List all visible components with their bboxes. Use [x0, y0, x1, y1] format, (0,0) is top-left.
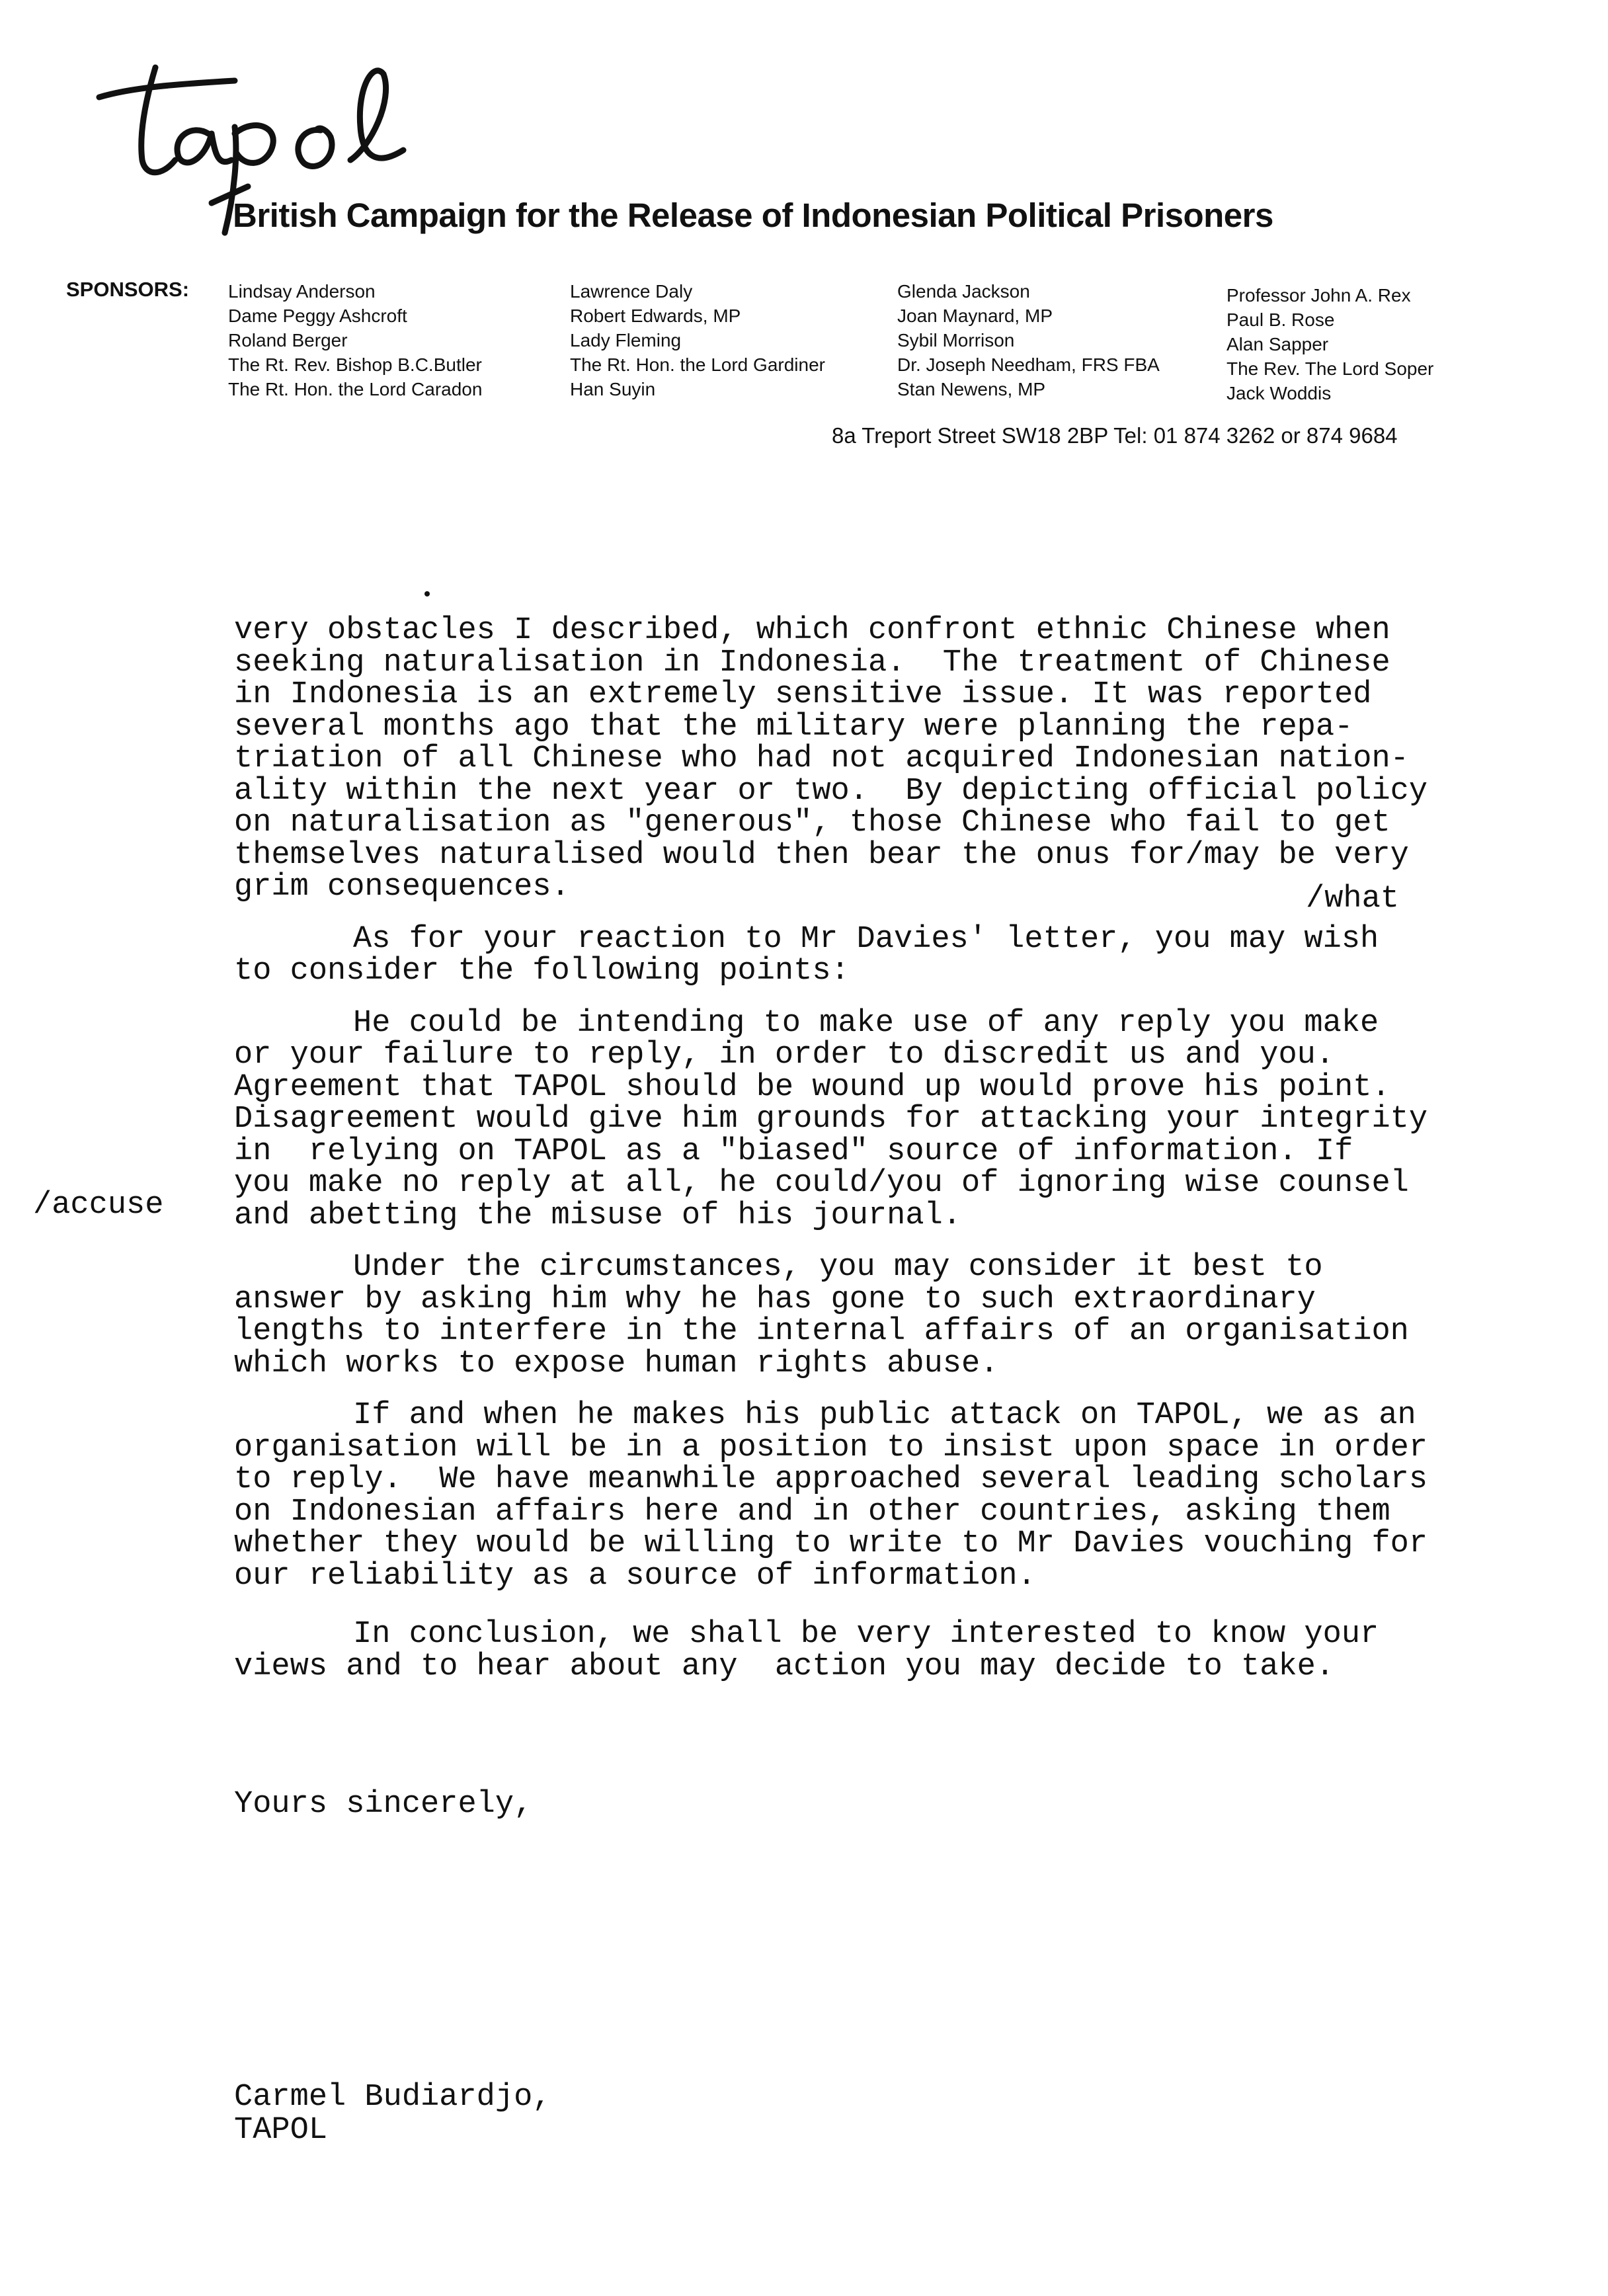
text-line: very obstacles I described, which confront ethnic Chinese when — [234, 613, 1390, 648]
text-line: whether they would be willing to write to Mr Davies vouching for — [234, 1526, 1428, 1561]
paragraph — [234, 1252, 1556, 1380]
sponsor-name: Joan Maynard, MP — [897, 306, 1053, 326]
text-line: our reliability as a source of information. — [234, 1558, 1036, 1594]
sponsor-name: Dame Peggy Ashcroft — [228, 306, 407, 326]
text-line: in Indonesia is an extremely sensitive issue. It was reported — [234, 677, 1372, 712]
text-line: to consider the following points: — [234, 954, 850, 989]
closing: Yours sincerely, — [234, 1787, 533, 1822]
text-line: organisation will be in a position to insist upon space in order — [234, 1430, 1428, 1465]
sponsor-name: Roland Berger — [228, 330, 348, 350]
sponsors-label: SPONSORS: — [66, 278, 190, 301]
text-line: If and when he makes his public attack on TAPOL, we as an — [353, 1398, 1416, 1433]
paragraph — [234, 1619, 1556, 1683]
sponsor-name: Stan Newens, MP — [897, 379, 1046, 399]
text-line: Disagreement would give him grounds for attacking your integrity — [234, 1102, 1428, 1137]
sponsor-name: Glenda Jackson — [897, 281, 1030, 302]
text-line: In conclusion, we shall be very interested to know your — [353, 1617, 1379, 1652]
text-line: you make no reply at all, he could/you of ignoring wise counsel — [234, 1166, 1409, 1201]
sponsor-name: Alan Sapper — [1226, 334, 1329, 354]
text-line: answer by asking him why he has gone to such extraordinary — [234, 1282, 1316, 1317]
handwritten-insert: /what — [1306, 882, 1400, 917]
signatory-org: TAPOL — [234, 2113, 328, 2148]
text-line: ality within the next year or two. By depicting official policy — [234, 773, 1428, 809]
sponsor-name: Paul B. Rose — [1226, 309, 1335, 330]
address-line: 8a Treport Street SW18 2BP Tel: 01 874 3262 or 874 9684 — [832, 423, 1398, 448]
sponsor-name: Robert Edwards, MP — [570, 306, 741, 326]
sponsor-name: Lady Fleming — [570, 330, 682, 350]
paragraph — [234, 1400, 1556, 1592]
letter-body — [234, 615, 1556, 1703]
text-line: views and to hear about any action you may decide to take. — [234, 1649, 1335, 1684]
ink-dot — [424, 591, 430, 596]
paragraph — [234, 921, 1556, 989]
text-line: lengths to interfere in the internal affairs of an organisation — [234, 1314, 1409, 1349]
text-line: and abetting the misuse of his journal. — [234, 1198, 961, 1233]
sponsor-name: Jack Woddis — [1226, 383, 1332, 403]
sponsor-name: The Rt. Hon. the Lord Gardiner — [570, 354, 825, 375]
text-line: He could be intending to make use of any reply you make — [353, 1005, 1379, 1041]
text-line: on Indonesian affairs here and in other countries, asking them — [234, 1494, 1390, 1530]
text-line: As for your reaction to Mr Davies' letter, you may wish — [353, 921, 1379, 957]
sponsor-name: Sybil Morrison — [897, 330, 1015, 350]
sponsor-name: Professor John A. Rex — [1226, 285, 1411, 306]
organization-name: British Campaign for the Release of Indonesian Political Prisoners — [233, 196, 1273, 234]
text-line: which works to expose human rights abuse. — [234, 1346, 999, 1381]
sponsor-column-3 — [897, 279, 1160, 401]
paragraph — [234, 615, 1556, 904]
text-line: seeking naturalisation in Indonesia. The treatment of Chinese — [234, 645, 1390, 680]
sponsor-name: Han Suyin — [570, 379, 656, 399]
text-line: Under the circumstances, you may consider it best to — [353, 1250, 1323, 1285]
text-line: triation of all Chinese who had not acquired Indonesian nation- — [234, 741, 1409, 776]
sponsor-column-1 — [228, 279, 482, 401]
sponsor-name: The Rt. Hon. the Lord Caradon — [228, 379, 483, 399]
text-line: several months ago that the military were planning the repa- — [234, 709, 1353, 745]
text-line: Agreement that TAPOL should be wound up would prove his point. — [234, 1069, 1390, 1105]
text-line: themselves naturalised would then bear the onus for/may be very — [234, 837, 1409, 873]
text-line: or your failure to reply, in order to discredit us and you. — [234, 1038, 1335, 1073]
sponsor-name: Lawrence Daly — [570, 281, 693, 302]
text-line: grim consequences. — [234, 870, 570, 905]
sponsor-name: Lindsay Anderson — [228, 281, 376, 302]
paragraph — [234, 1005, 1556, 1233]
sponsor-name: The Rev. The Lord Soper — [1226, 358, 1434, 379]
text-line: on naturalisation as "generous", those Chinese who fail to get — [234, 805, 1390, 840]
text-line: to reply. We have meanwhile approached several leading scholars — [234, 1462, 1428, 1497]
sponsor-column-2 — [570, 279, 825, 401]
sponsor-name: The Rt. Rev. Bishop B.C.Butler — [228, 354, 482, 375]
signatory-name: Carmel Budiardjo, — [234, 2080, 551, 2115]
sponsor-name: Dr. Joseph Needham, FRS FBA — [897, 354, 1160, 375]
sponsor-column-4 — [1226, 283, 1433, 405]
text-line: in relying on TAPOL as a "biased" source of information. If — [234, 1133, 1353, 1169]
margin-note: /accuse — [33, 1188, 164, 1223]
